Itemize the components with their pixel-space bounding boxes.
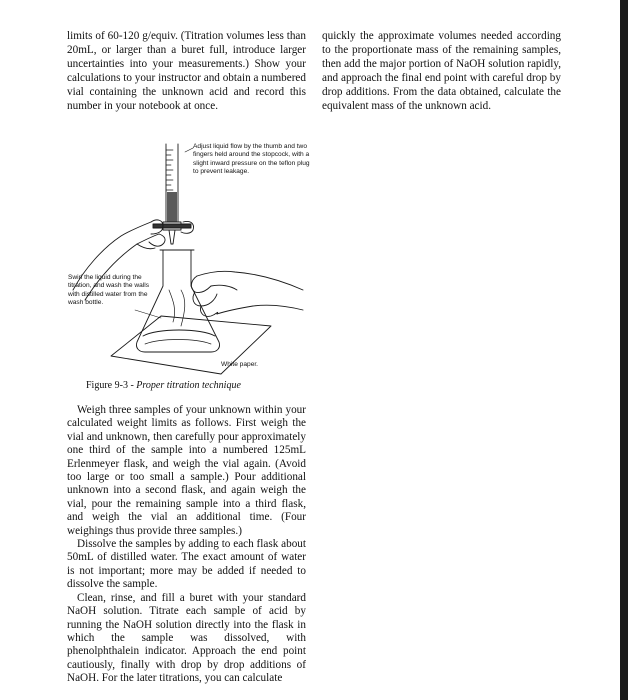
figure-label-adjust: Adjust liquid flow by the thumb and two fingers held around the stopcock, with a slight inward pressure on the teflon plug to prevent leakage. bbox=[193, 143, 310, 175]
figure-caption-title: Proper titration technique bbox=[136, 380, 241, 391]
viewer-scrollbar[interactable] bbox=[620, 0, 628, 700]
titration-figure bbox=[65, 140, 310, 380]
body-paragraph-titrate: Clean, rinse, and fill a buret with your standard NaOH solution. Titrate each sample of acid by running the NaOH solution directly into the flask in which the sample was dissolved, with phenolphthalein indicator. Approach the end point cautiously, finally with drop by drop additions of NaOH. For the later titrations, you can calculate bbox=[67, 591, 306, 685]
body-text-column bbox=[67, 404, 306, 686]
figure-caption bbox=[86, 380, 241, 392]
figure-label-swirl: Swirl the liquid during the titration, and wash the walls with distilled water from the wash bottle. bbox=[68, 274, 149, 306]
paragraph-top-right: quickly the approximate volumes needed according to the proportionate mass of the remaining samples, then add the major portion of NaOH solution rapidly, and approach the final end point with careful drop by drop additions. From the data obtained, calculate the equivalent mass of the unknown acid. bbox=[322, 30, 561, 112]
body-paragraph-dissolve: Dissolve the samples by adding to each flask about 50mL of distilled water. The exact amount of water is not important; more may be added if needed to dissolve the sample. bbox=[67, 538, 306, 591]
figure-caption-number: Figure 9-3 - bbox=[86, 380, 137, 391]
figure-label-paper: White paper. bbox=[221, 361, 259, 368]
paragraph-top-left: limits of 60-120 g/equiv. (Titration volumes less than 20mL, or larger than a buret full, introduce larger uncertainties into your measurements.) Show your calculations to your instructor and obtain a numbered vial containing the unknown acid and record this number in your notebook at once. bbox=[67, 30, 306, 112]
body-paragraph-weigh: Weigh three samples of your unknown within your calculated weight limits as follows. First weigh the vial and unknown, then carefully pour approximately one third of the sample into a numbered 125mL Erlenmeyer flask, and weigh the vial again. (Avoid too large or too small a sample.) Pour additional unknown into a second flask, and again weigh the vial, pour the remaining sample into a third flask, and weigh the vial an additional time. (Four weighings thus provide three samples.) bbox=[67, 404, 306, 537]
